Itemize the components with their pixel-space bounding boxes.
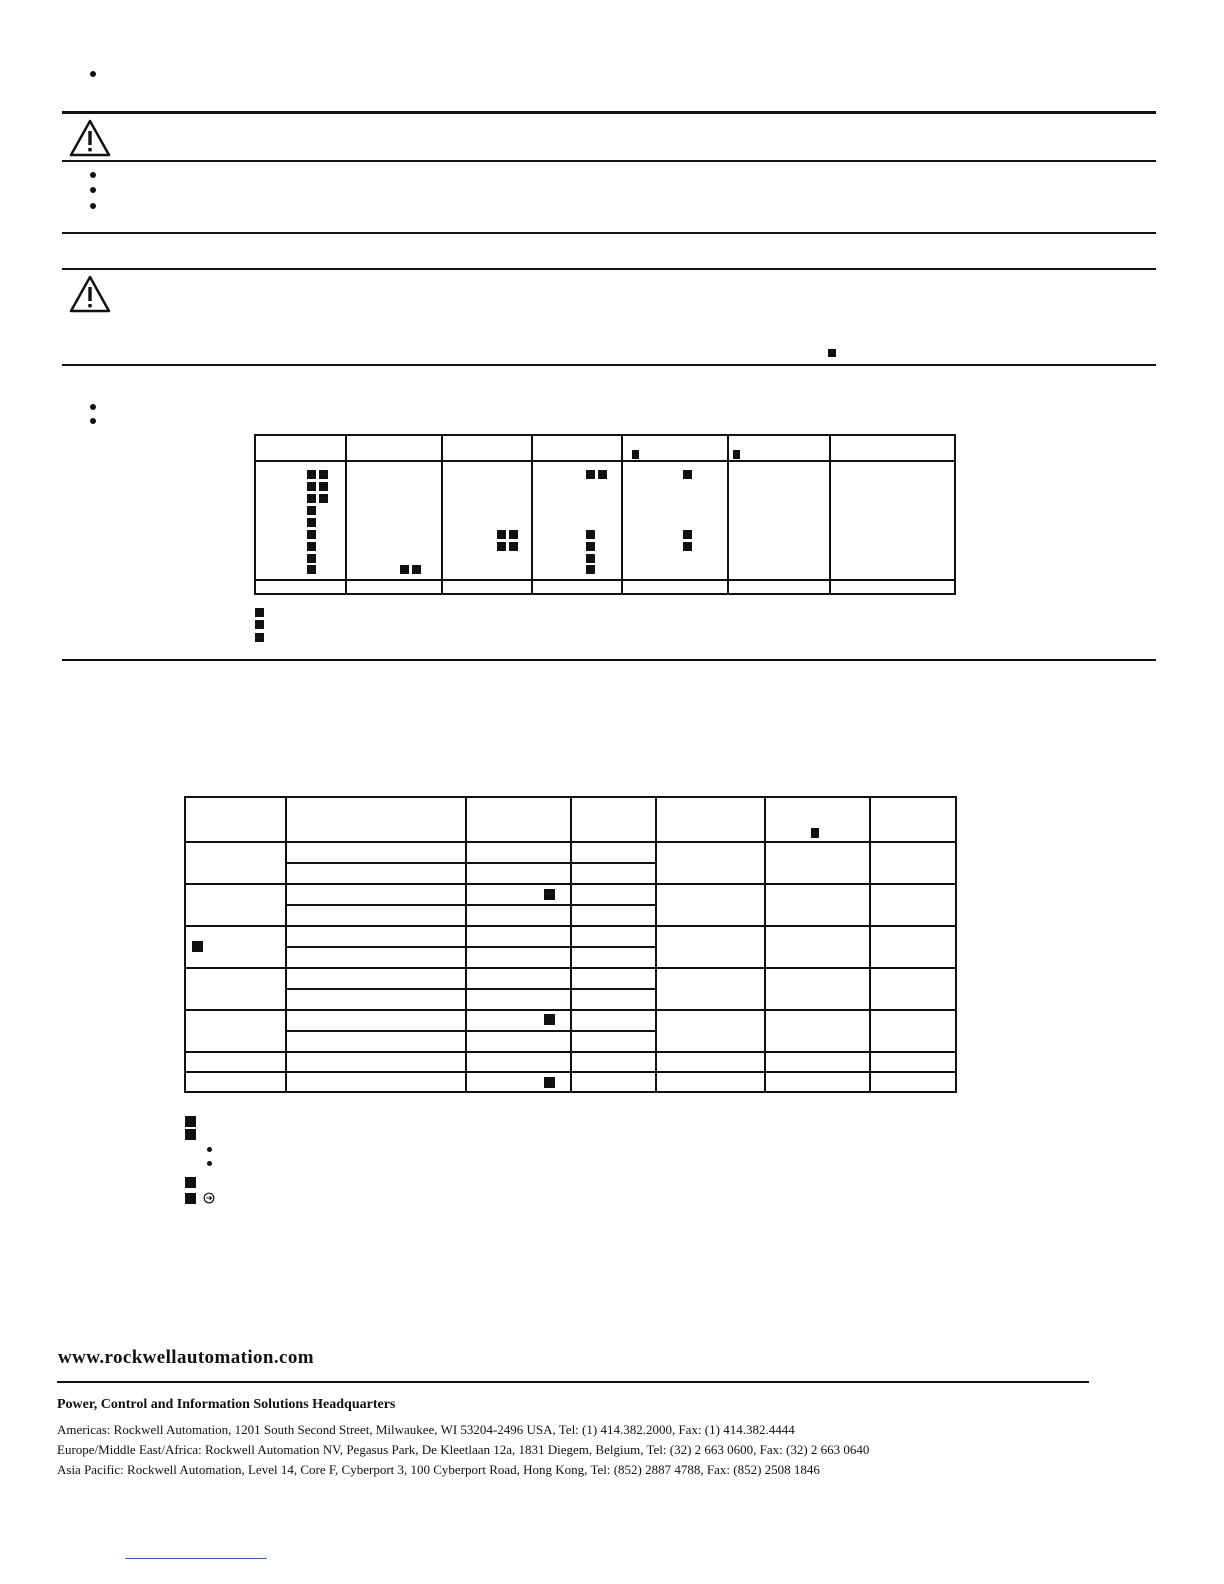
- footnote-marker: [586, 554, 595, 563]
- footnote-marker: [307, 482, 316, 491]
- footnote-marker: [497, 530, 506, 539]
- footnote-marker: [307, 470, 316, 479]
- footnote-marker: [412, 565, 421, 574]
- footer-rule: [57, 1381, 1089, 1383]
- footnote-marker: [497, 542, 506, 551]
- bullet: [90, 187, 96, 193]
- footnote-marker: [307, 565, 316, 574]
- footnote-marker: [544, 1014, 555, 1025]
- footnote-marker: [811, 828, 819, 838]
- footnote-marker: [307, 554, 316, 563]
- footnote-marker: [307, 494, 316, 503]
- footnote-marker: [586, 530, 595, 539]
- footnote-marker: [307, 506, 316, 515]
- footnote-marker: [319, 482, 328, 491]
- bullet: [207, 1147, 212, 1152]
- warning-triangle-icon: [68, 118, 112, 158]
- bullet: [90, 203, 96, 209]
- footnote-marker: [400, 565, 409, 574]
- website-url[interactable]: www.rockwellautomation.com: [58, 1347, 314, 1368]
- asia-pacific-address: Asia Pacific: Rockwell Automation, Level 14, Core F, Cyberport 3, 100 Cyberport Road, Hong Kong, Tel: (852) 2887 4788, Fax: (852) 2508 1846: [57, 1462, 820, 1477]
- section-rule: [62, 364, 1156, 366]
- section-rule: [62, 659, 1156, 661]
- footnote-marker: [185, 1177, 196, 1188]
- footnote-marker: [192, 941, 203, 952]
- footnote-marker: [185, 1116, 196, 1127]
- footnote-marker: [307, 518, 316, 527]
- footnote-marker: [683, 542, 692, 551]
- footnote-marker: [544, 1077, 555, 1088]
- footnote-marker: [255, 620, 264, 629]
- footnote-marker: [586, 542, 595, 551]
- footnote-marker: [255, 608, 264, 617]
- footnote-marker: [255, 633, 264, 642]
- headquarters-title: Power, Control and Information Solutions Headquarters: [57, 1397, 396, 1412]
- bullet: [90, 172, 96, 178]
- footnote-marker: [509, 530, 518, 539]
- footnote-marker: [733, 450, 740, 459]
- footnote-marker: [307, 530, 316, 539]
- footnote-marker: [598, 470, 607, 479]
- link-underline[interactable]: [125, 1558, 267, 1559]
- circled-arrow-icon: [203, 1192, 215, 1204]
- footnote-marker: [683, 470, 692, 479]
- footnote-marker: [828, 349, 836, 357]
- footnote-marker: [319, 470, 328, 479]
- footnote-marker: [586, 470, 595, 479]
- bullet: [90, 71, 96, 77]
- warning-triangle-icon: [68, 274, 112, 314]
- section-rule: [62, 268, 1156, 270]
- footnote-marker: [683, 530, 692, 539]
- footnote-marker: [632, 450, 639, 459]
- footnote-marker: [586, 565, 595, 574]
- footnote-marker: [544, 889, 555, 900]
- footnote-marker: [307, 542, 316, 551]
- footnote-marker: [185, 1129, 196, 1140]
- section-rule: [62, 111, 1156, 114]
- footnote-marker: [319, 494, 328, 503]
- emea-address: Europe/Middle East/Africa: Rockwell Automation NV, Pegasus Park, De Kleetlaan 12a, 1831 Diegem, Belgium, Tel: (32) 2 663 0600, Fax: (32) 2 663 0640: [57, 1442, 870, 1457]
- footnote-marker: [185, 1193, 196, 1204]
- bullet: [207, 1161, 212, 1166]
- footnote-marker: [509, 542, 518, 551]
- americas-address: Americas: Rockwell Automation, 1201 South Second Street, Milwaukee, WI 53204-2496 USA, Tel: (1) 414.382.2000, Fax: (1) 414.382.4444: [57, 1422, 795, 1437]
- section-rule: [62, 232, 1156, 234]
- bullet: [90, 404, 96, 410]
- section-rule: [62, 160, 1156, 162]
- bullet: [90, 418, 96, 424]
